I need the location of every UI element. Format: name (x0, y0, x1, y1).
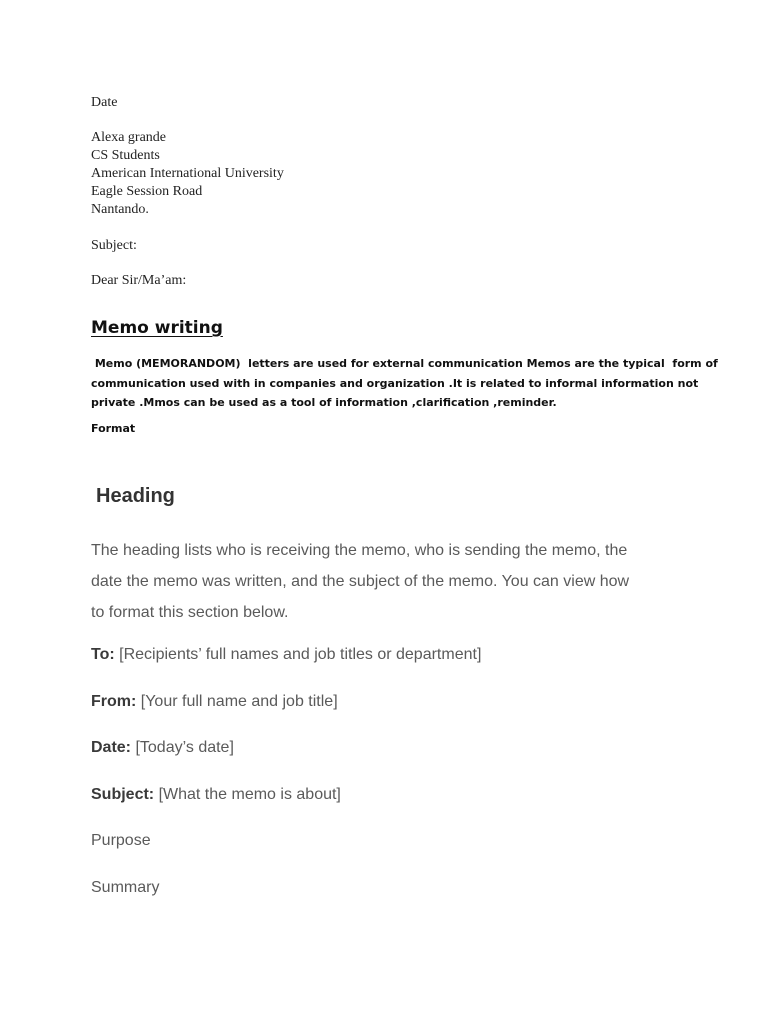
address-line-group: CS Students (91, 148, 160, 163)
heading-description (91, 535, 691, 628)
from-field (91, 693, 338, 711)
format-label: Format (91, 422, 136, 435)
to-label: To: (91, 646, 115, 663)
description-line: The heading lists who is receiving the memo, who is sending the memo, the (91, 542, 628, 559)
address-block (91, 129, 284, 219)
address-line-name: Alexa grande (91, 130, 167, 145)
subject-field (91, 786, 341, 804)
salutation: Dear Sir/Ma’am: (91, 273, 187, 288)
description-line: date the memo was written, and the subject of the memo. You can view how (91, 573, 630, 590)
to-field (91, 646, 481, 664)
subject-field-value: [What the memo is about] (154, 786, 341, 803)
section-heading: Heading (96, 485, 175, 507)
date-field-value: [Today’s date] (131, 739, 234, 756)
from-value: [Your full name and job title] (136, 693, 338, 710)
memo-body (91, 354, 718, 413)
to-value: [Recipients’ full names and job titles or department] (114, 646, 482, 663)
date-label: Date (91, 95, 118, 110)
date-field (91, 739, 234, 757)
purpose-label: Purpose (91, 832, 151, 849)
subject-label: Subject: (91, 238, 137, 253)
address-line-university: American International University (91, 166, 284, 181)
subject-field-label: Subject: (91, 786, 155, 803)
description-line: to format this section below. (91, 604, 289, 621)
from-label: From: (91, 693, 137, 710)
address-line-road: Eagle Session Road (91, 184, 203, 199)
memo-body-line: private .Mmos can be used as a tool of information ,clarification ,reminder. (91, 396, 557, 409)
address-line-city: Nantando. (91, 202, 149, 217)
date-field-label: Date: (91, 739, 132, 756)
summary-label: Summary (91, 879, 160, 896)
memo-body-line: Memo (MEMORANDOM) letters are used for external communication Memos are the typical form of (91, 357, 718, 370)
memo-body-line: communication used with in companies and organization .It is related to informal information not (91, 376, 699, 390)
memo-title: Memo writing (91, 318, 223, 338)
